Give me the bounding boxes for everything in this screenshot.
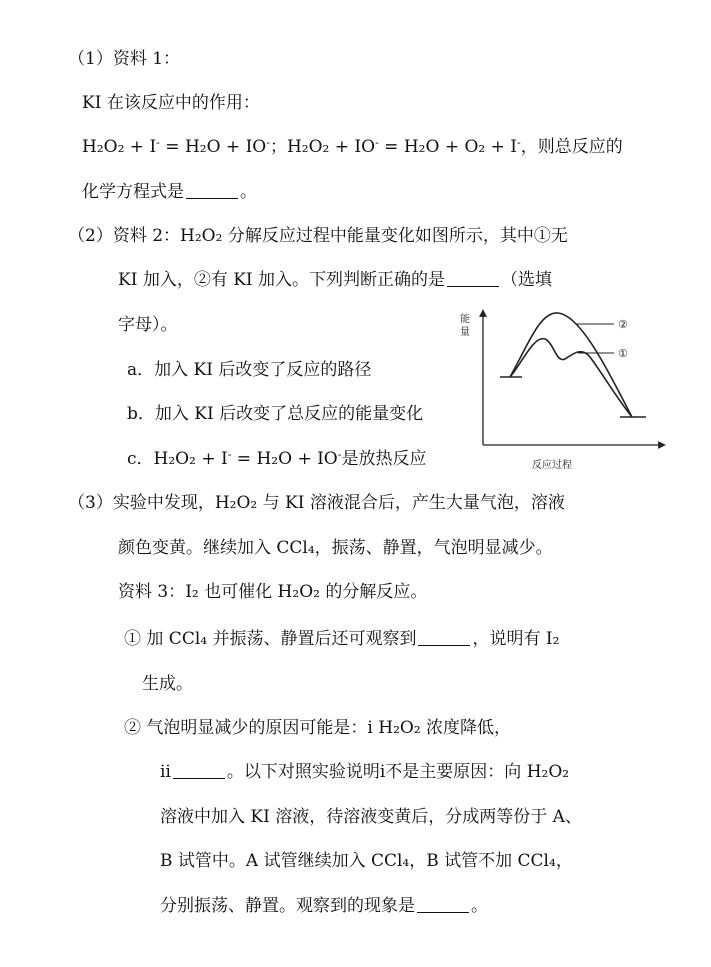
q3-item2-line3: 溶液中加入 KI 溶液，待溶液变黄后，分成两等份于 A、 [160, 807, 582, 827]
y-axis-label-1: 能 [460, 314, 470, 325]
q3-item1: ① 加 CCl₄ 并振荡、静置后还可观察到 ，说明有 I₂ [124, 629, 560, 649]
q2-option-a: a．加入 KI 后改变了反应的路径 [127, 360, 372, 380]
q1-subtitle: KI 在该反应中的作用： [82, 93, 260, 113]
q3-item1-line2: 生成。 [142, 674, 193, 694]
q2-option-c: c．H₂O₂ + I- = H₂O + IO-是放热反应 [127, 448, 427, 469]
q3-item2-line2: ⅱ 。以下对照实验说明ⅰ不是主要原因：向 H₂O₂ [160, 762, 570, 782]
q1-equations: H₂O₂ + I- = H₂O + IO-；H₂O₂ + IO- = H₂O + O₂ + I-，则总反应的 [82, 136, 623, 157]
q3-line2: 颜色变黄。继续加入 CCl₄，振荡、静置，气泡明显减少。 [118, 538, 553, 558]
q2-line3: 字母）。 [118, 315, 178, 335]
q3-item1-blank[interactable] [418, 629, 470, 646]
curve-without-ki [510, 313, 632, 417]
q1-answer-line: 化学方程式是 。 [82, 182, 257, 202]
q2-answer-blank[interactable] [447, 270, 499, 287]
q3-item2-line1: ② 气泡明显减少的原因可能是：ⅰ H₂O₂ 浓度降低， [124, 718, 512, 738]
energy-diagram [450, 305, 680, 475]
x-axis-label: 反应过程 [532, 460, 572, 471]
y-axis-label-2: 量 [460, 327, 470, 338]
q1-answer-blank[interactable] [186, 182, 238, 199]
q2-line1: （2）资料 2：H₂O₂ 分解反应过程中能量变化如图所示，其中①无 [68, 226, 568, 246]
q3-item2-line5: 分别振荡、静置。观察到的现象是 。 [160, 896, 488, 916]
q3-line1: （3）实验中发现，H₂O₂ 与 KI 溶液混合后，产生大量气泡，溶液 [68, 493, 565, 513]
curve-label-2: ② [618, 318, 628, 331]
q3-item2-line4: B 试管中。A 试管继续加入 CCl₄，B 试管不加 CCl₄， [160, 851, 573, 871]
q2-line2: KI 加入，②有 KI 加入。下列判断正确的是 （选填 [118, 270, 553, 290]
q3-item2-blank[interactable] [173, 762, 225, 779]
curve-with-ki [510, 339, 632, 417]
q3-observation-blank[interactable] [417, 896, 469, 913]
q1-title: （1）资料 1： [68, 49, 181, 69]
q2-option-b: b．加入 KI 后改变了总反应的能量变化 [127, 404, 424, 424]
q3-line3: 资料 3：I₂ 也可催化 H₂O₂ 的分解反应。 [118, 582, 428, 602]
curve-label-1: ① [618, 347, 628, 360]
